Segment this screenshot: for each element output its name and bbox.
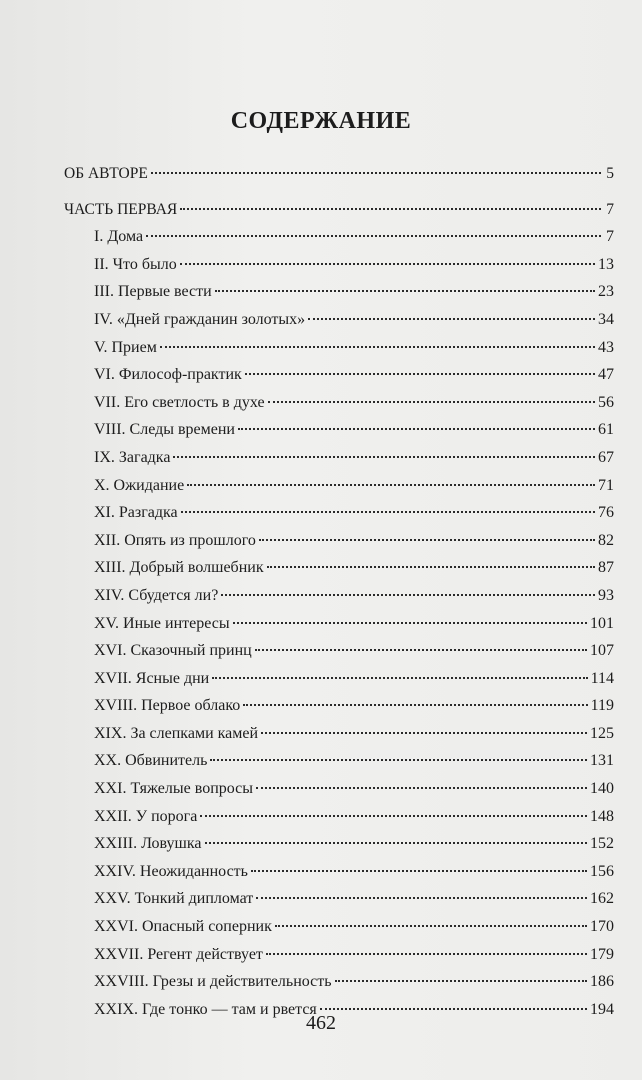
chapter-title: XXI. Тяжелые вопросы <box>94 780 253 798</box>
toc-chapter-entry <box>64 416 614 444</box>
chapter-list <box>64 223 614 1023</box>
chapter-page: 148 <box>590 807 614 825</box>
leader-dots <box>267 566 595 568</box>
chapter-title: XXV. Тонкий дипломат <box>94 890 254 908</box>
toc-chapter-entry <box>64 885 614 913</box>
leader-dots <box>180 208 601 210</box>
leader-dots <box>212 677 587 679</box>
chapter-title: II. Что было <box>94 255 177 273</box>
chapter-page: 76 <box>598 504 614 522</box>
chapter-title: III. Первые вести <box>94 283 212 301</box>
toc-entry-label: ОБ АВТОРЕ <box>64 165 148 182</box>
leader-dots <box>256 787 587 789</box>
toc-chapter-entry <box>64 803 614 831</box>
leader-dots <box>187 484 595 486</box>
toc-chapter-entry <box>64 389 614 417</box>
toc-chapter-entry <box>64 941 614 969</box>
leader-dots <box>243 704 587 706</box>
chapter-title: XXIV. Неожиданность <box>94 862 248 880</box>
chapter-page: 43 <box>598 338 614 356</box>
toc-chapter-entry <box>64 968 614 996</box>
toc-chapter-entry <box>64 665 614 693</box>
chapter-page: 87 <box>598 559 614 577</box>
leader-dots <box>180 263 595 265</box>
chapter-title: XI. Разгадка <box>94 504 178 522</box>
toc-chapter-entry <box>64 361 614 389</box>
chapter-page: 140 <box>590 780 614 798</box>
leader-dots <box>268 401 595 403</box>
chapter-title: VIII. Следы времени <box>94 421 235 439</box>
leader-dots <box>151 172 601 174</box>
chapter-title: XV. Иные интересы <box>94 614 230 632</box>
leader-dots <box>210 759 587 761</box>
leader-dots <box>160 346 595 348</box>
leader-dots <box>261 732 587 734</box>
chapter-title: XXII. У порога <box>94 807 198 825</box>
page-number: 462 <box>306 1012 336 1034</box>
chapter-page: 170 <box>590 918 614 936</box>
chapter-page: 13 <box>598 255 614 273</box>
chapter-page: 152 <box>590 835 614 853</box>
chapter-page: 7 <box>606 228 614 246</box>
chapter-page: 194 <box>590 1000 614 1018</box>
chapter-title: XXVII. Регент действует <box>94 945 263 963</box>
chapter-title: IV. «Дней гражданин золотых» <box>94 310 306 328</box>
leader-dots <box>251 870 587 872</box>
leader-dots <box>256 897 587 899</box>
chapter-title: XXIX. Где тонко — там и рвется <box>94 1000 317 1018</box>
toc-chapter-entry <box>64 251 614 279</box>
chapter-page: 71 <box>598 476 614 494</box>
toc-chapter-entry <box>64 527 614 555</box>
toc-entry-label: ЧАСТЬ ПЕРВАЯ <box>64 200 178 218</box>
chapter-page: 186 <box>590 973 614 991</box>
leader-dots <box>181 511 595 513</box>
chapter-page: 93 <box>598 586 614 604</box>
toc-chapter-entry <box>64 554 614 582</box>
chapter-title: XVIII. Первое облако <box>94 697 241 715</box>
chapter-page: 179 <box>590 945 614 963</box>
chapter-page: 23 <box>598 283 614 301</box>
leader-dots <box>173 456 595 458</box>
chapter-page: 56 <box>598 393 614 411</box>
toc-entry-page: 5 <box>606 165 614 182</box>
leader-dots <box>238 428 595 430</box>
toc-chapter-entry <box>64 472 614 500</box>
leader-dots <box>275 925 587 927</box>
chapter-title: VII. Его светлость в духе <box>94 393 265 411</box>
chapter-title: IX. Загадка <box>94 448 171 466</box>
page-title: СОДЕРЖАНИЕ <box>230 108 412 134</box>
toc-chapter-entry <box>64 444 614 472</box>
leader-dots <box>308 318 595 320</box>
toc-chapter-entry <box>64 637 614 665</box>
chapter-title: XX. Обвинитель <box>94 752 208 770</box>
chapter-title: XIV. Сбудется ли? <box>94 586 219 604</box>
chapter-title: X. Ожидание <box>94 476 185 494</box>
chapter-title: V. Прием <box>94 338 157 356</box>
chapter-title: XII. Опять из прошлого <box>94 531 256 549</box>
chapter-page: 107 <box>590 642 614 660</box>
toc-chapter-entry <box>64 582 614 610</box>
chapter-page: 162 <box>590 890 614 908</box>
toc-chapter-entry <box>64 223 614 251</box>
leader-dots <box>255 649 587 651</box>
chapter-page: 61 <box>598 421 614 439</box>
chapter-title: XXVIII. Грезы и действительность <box>94 973 332 991</box>
toc-chapter-entry <box>64 334 614 362</box>
chapter-title: VI. Философ-практик <box>94 366 242 384</box>
toc-chapter-entry <box>64 720 614 748</box>
toc-chapter-entry <box>64 858 614 886</box>
leader-dots <box>205 842 587 844</box>
leader-dots <box>200 815 587 817</box>
toc-chapter-entry <box>64 278 614 306</box>
chapter-page: 119 <box>590 697 614 715</box>
leader-dots <box>266 953 587 955</box>
leader-dots <box>221 594 595 596</box>
toc-entry-about-author <box>64 160 614 188</box>
toc-entry-page: 7 <box>606 200 614 218</box>
leader-dots <box>245 373 595 375</box>
toc-chapter-entry <box>64 913 614 941</box>
chapter-page: 156 <box>590 862 614 880</box>
chapter-title: XIII. Добрый волшебник <box>94 559 264 577</box>
leader-dots <box>215 290 595 292</box>
toc-chapter-entry <box>64 747 614 775</box>
chapter-title: XXVI. Опасный соперник <box>94 918 272 936</box>
toc-chapter-entry <box>64 306 614 334</box>
chapter-title: XXIII. Ловушка <box>94 835 202 853</box>
table-of-contents <box>64 160 614 1023</box>
chapter-page: 47 <box>598 366 614 384</box>
toc-chapter-entry <box>64 775 614 803</box>
leader-dots <box>335 980 587 982</box>
chapter-page: 131 <box>590 752 614 770</box>
chapter-page: 82 <box>598 531 614 549</box>
toc-chapter-entry <box>64 830 614 858</box>
toc-chapter-entry <box>64 610 614 638</box>
leader-dots <box>233 622 587 624</box>
chapter-page: 67 <box>598 448 614 466</box>
toc-chapter-entry <box>64 499 614 527</box>
toc-entry-part-one <box>64 196 614 224</box>
leader-dots <box>259 539 595 541</box>
chapter-title: I. Дома <box>94 228 144 246</box>
chapter-title: XVI. Сказочный принц <box>94 642 252 660</box>
chapter-title: XVII. Ясные дни <box>94 669 210 687</box>
chapter-page: 114 <box>590 669 614 687</box>
chapter-page: 101 <box>590 614 614 632</box>
toc-chapter-entry <box>64 692 614 720</box>
leader-dots <box>320 1008 587 1010</box>
leader-dots <box>146 235 601 237</box>
chapter-page: 34 <box>598 310 614 328</box>
chapter-page: 125 <box>590 724 614 742</box>
chapter-title: XIX. За слепками камей <box>94 724 259 742</box>
